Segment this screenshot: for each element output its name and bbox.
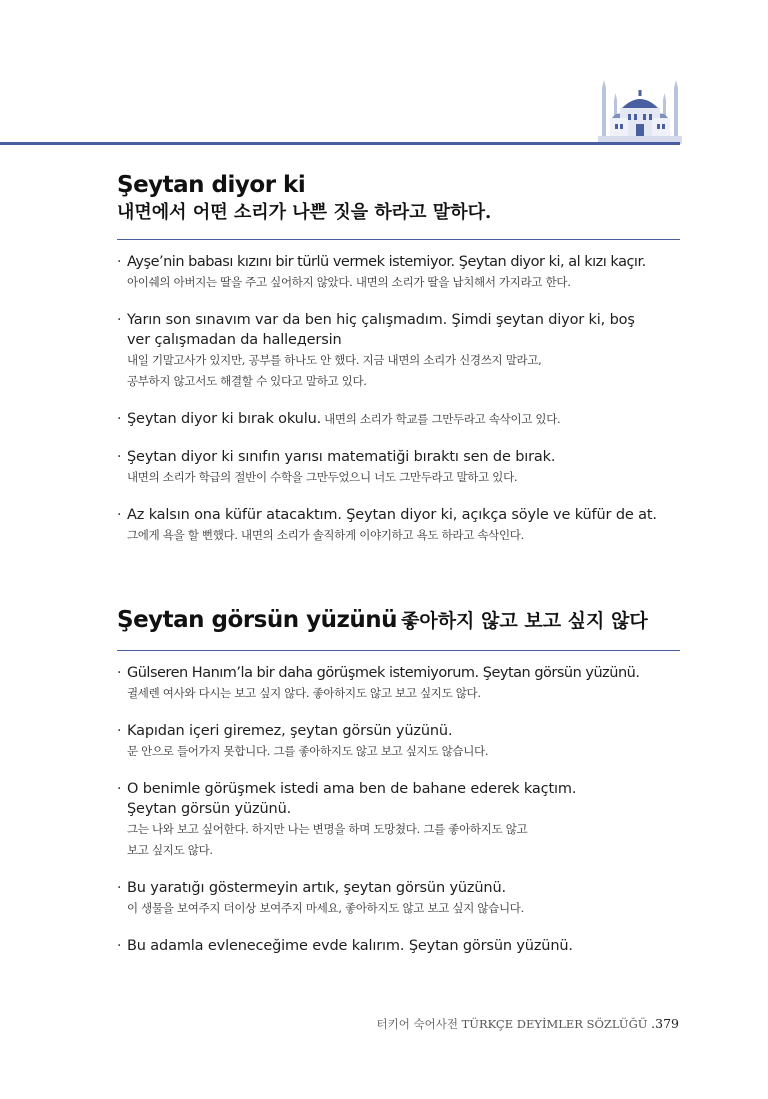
example-entry (117, 878, 680, 919)
example-entry (117, 447, 680, 488)
bullet: · (117, 254, 122, 270)
example-entry (117, 409, 680, 430)
example-entry (117, 310, 680, 392)
example-turkish: Şeytan diyor ki bırak okulu. (127, 411, 322, 427)
bullet: · (117, 507, 122, 523)
idiom-section-seytan-gorsun-yuzunu (117, 604, 680, 973)
idiom-meaning: 내면에서 어떤 소리가 나쁜 짓을 하라고 말하다. (117, 202, 492, 223)
page-number: .379 (651, 1016, 679, 1031)
section-divider (117, 650, 680, 651)
example-turkish: Az kalsın ona küfür atacaktım. Şeytan diyor ki, açıkça söyle ve küfür de at. (127, 507, 657, 523)
example-turkish: Bu adamla evleneceğime evde kalırım. Şeytan görsün yüzünü. (127, 938, 573, 954)
bullet: · (117, 312, 122, 328)
example-entry (117, 663, 680, 704)
bullet: · (117, 665, 122, 681)
example-korean: 그에게 욕을 할 뻔했다. 내면의 소리가 솔직하게 이야기하고 욕도 하라고 속삭인다. (127, 528, 524, 542)
example-korean: 내일 기말고사가 있지만, 공부를 하나도 안 했다. 지금 내면의 소리가 신경쓰지 말라고, (127, 353, 542, 367)
example-korean: 귈세렌 여사와 다시는 보고 싶지 않다. 좋아하지도 않고 보고 싶지도 않다. (127, 686, 481, 700)
example-entry (117, 505, 680, 546)
idiom-meaning: 좋아하지 않고 보고 싶지 않다 (400, 610, 648, 632)
example-turkish: ver çalışmadan da hallедersin (127, 332, 342, 348)
bullet: · (117, 880, 122, 896)
example-entry (117, 721, 680, 762)
section-divider (117, 239, 680, 240)
example-entry (117, 936, 680, 956)
example-turkish: Kapıdan içeri giremez, şeytan görsün yüzünü. (127, 723, 453, 739)
footer-book-title: 터키어 숙어사전 TÜRKÇE DEYİMLER SÖZLÜĞÜ (376, 1017, 648, 1031)
example-turkish: Gülseren Hanım’la bir daha görüşmek istemiyorum. Şeytan görsün yüzünü. (127, 665, 640, 681)
example-korean: 내면의 소리가 학급의 절반이 수학을 그만두었으니 너도 그만두라고 말하고 있다. (127, 470, 518, 484)
mosque-icon (598, 78, 682, 144)
example-korean: 내면의 소리가 학교를 그만두라고 속삭이고 있다. (324, 412, 561, 426)
idiom-title: Şeytan görsün yüzünü (117, 607, 397, 633)
bullet: · (117, 938, 122, 954)
example-korean: 보고 싶지도 않다. (127, 843, 213, 857)
bullet: · (117, 411, 122, 427)
example-entry (117, 252, 680, 293)
example-turkish: Şeytan diyor ki sınıfın yarısı matematiği bıraktı sen de bırak. (127, 449, 556, 465)
page-footer (377, 1016, 679, 1032)
example-korean: 아이쉐의 아버지는 딸을 주고 싶어하지 않았다. 내면의 소리가 딸을 납치해서 가지라고 한다. (127, 275, 571, 289)
example-turkish: Şeytan görsün yüzünü. (127, 801, 292, 817)
example-korean: 문 안으로 들어가지 못합니다. 그를 좋아하지도 않고 보고 싶지도 않습니다. (127, 744, 489, 758)
bullet: · (117, 449, 122, 465)
example-turkish: O benimle görüşmek istedi ama ben de bahane ederek kaçtım. (127, 781, 577, 797)
header-rule (0, 142, 680, 145)
idiom-title: Şeytan diyor ki (117, 172, 306, 198)
bullet: · (117, 781, 122, 797)
example-korean: 그는 나와 보고 싶어한다. 하지만 나는 변명을 하며 도망쳤다. 그를 좋아하지도 않고 (127, 822, 528, 836)
idiom-section-seytan-diyor-ki (117, 170, 680, 563)
example-korean: 이 생물을 보여주지 더이상 보여주지 마세요, 좋아하지도 않고 보고 싶지 않습니다. (127, 901, 524, 915)
example-entry (117, 779, 680, 861)
example-turkish: Bu yaratığı göstermeyin artık, şeytan görsün yüzünü. (127, 880, 506, 896)
example-turkish: Yarın son sınavım var da ben hiç çalışmadım. Şimdi şeytan diyor ki, boş (127, 312, 635, 328)
example-turkish: Ayşe’nin babası kızını bir türlü vermek istemiyor. Şeytan diyor ki, al kızı kaçır. (127, 254, 646, 270)
example-korean: 공부하지 않고서도 해결할 수 있다고 말하고 있다. (127, 374, 367, 388)
bullet: · (117, 723, 122, 739)
